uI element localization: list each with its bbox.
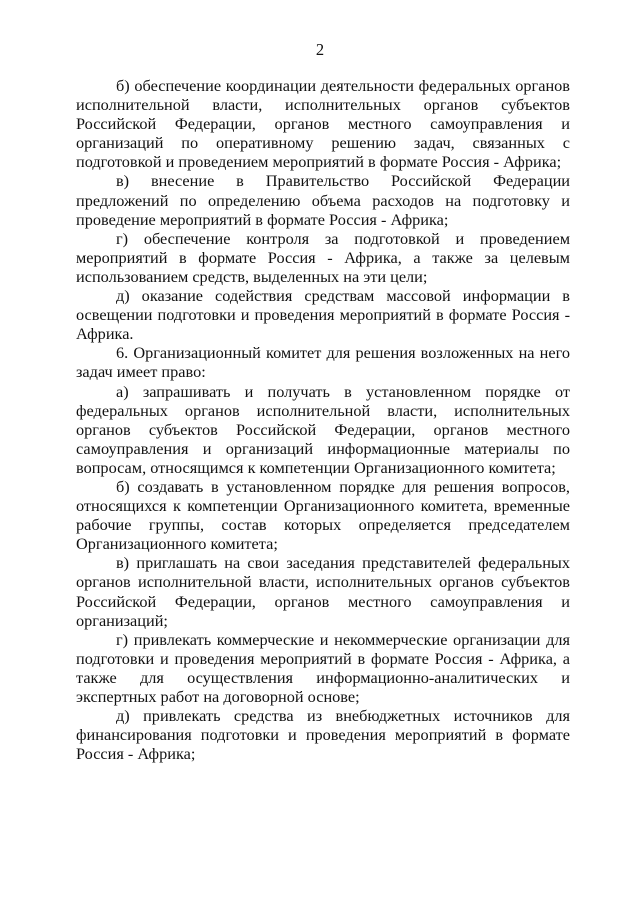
- paragraph-clause-d: д) оказание содействия средствам массовой информации в освещении подготовки и проведения мероприятий в формате Россия - Африка.: [76, 286, 570, 344]
- document-body: [76, 76, 570, 763]
- paragraph-clause-v: в) внесение в Правительство Российской Федерации предложений по определению объема расходов на подготовку и проведение мероприятий в формате Россия - Африка;: [76, 171, 570, 229]
- paragraph-right-g: г) привлекать коммерческие и некоммерческие организации для подготовки и проведения мероприятий в формате Россия - Африка, а также для осуществления информационно-аналитических и экспертных работ на договорной основе;: [76, 629, 570, 706]
- paragraph-right-b: б) создавать в установленном порядке для решения вопросов, относящихся к компетенции Организационного комитета, временные рабочие группы, состав которых определяется председателем Организационного комитета;: [76, 476, 570, 554]
- paragraph-right-a: а) запрашивать и получать в установленном порядке от федеральных органов исполнительной власти, исполнительных органов субъектов Российской Федерации, органов местного самоуправления и организаций информационные материалы по вопросам, относящимся к компетенции Организационного комитета;: [76, 381, 570, 477]
- paragraph-clause-g: г) обеспечение контроля за подготовкой и проведением мероприятий в формате Россия - Африка, а также за целевым использованием средств, выделенных на эти цели;: [76, 228, 570, 286]
- paragraph-clause-b: б) обеспечение координации деятельности федеральных органов исполнительной власти, исполнительных органов субъектов Российской Федерации, органов местного самоуправления и организаций по оперативному решению задач, связанных с подготовкой и проведением мероприятий в формате Россия - Африка;: [76, 76, 570, 172]
- paragraph-right-v: в) приглашать на свои заседания представителей федеральных органов исполнительной власти, исполнительных органов субъектов Российской Федерации, органов местного самоуправления и организаций;: [76, 553, 570, 630]
- paragraph-section-6: 6. Организационный комитет для решения возложенных на него задач имеет право:: [76, 343, 570, 382]
- page-number: 2: [315, 40, 325, 59]
- paragraph-right-d: д) привлекать средства из внебюджетных источников для финансирования подготовки и проведения мероприятий в формате Россия - Африка;: [76, 706, 570, 764]
